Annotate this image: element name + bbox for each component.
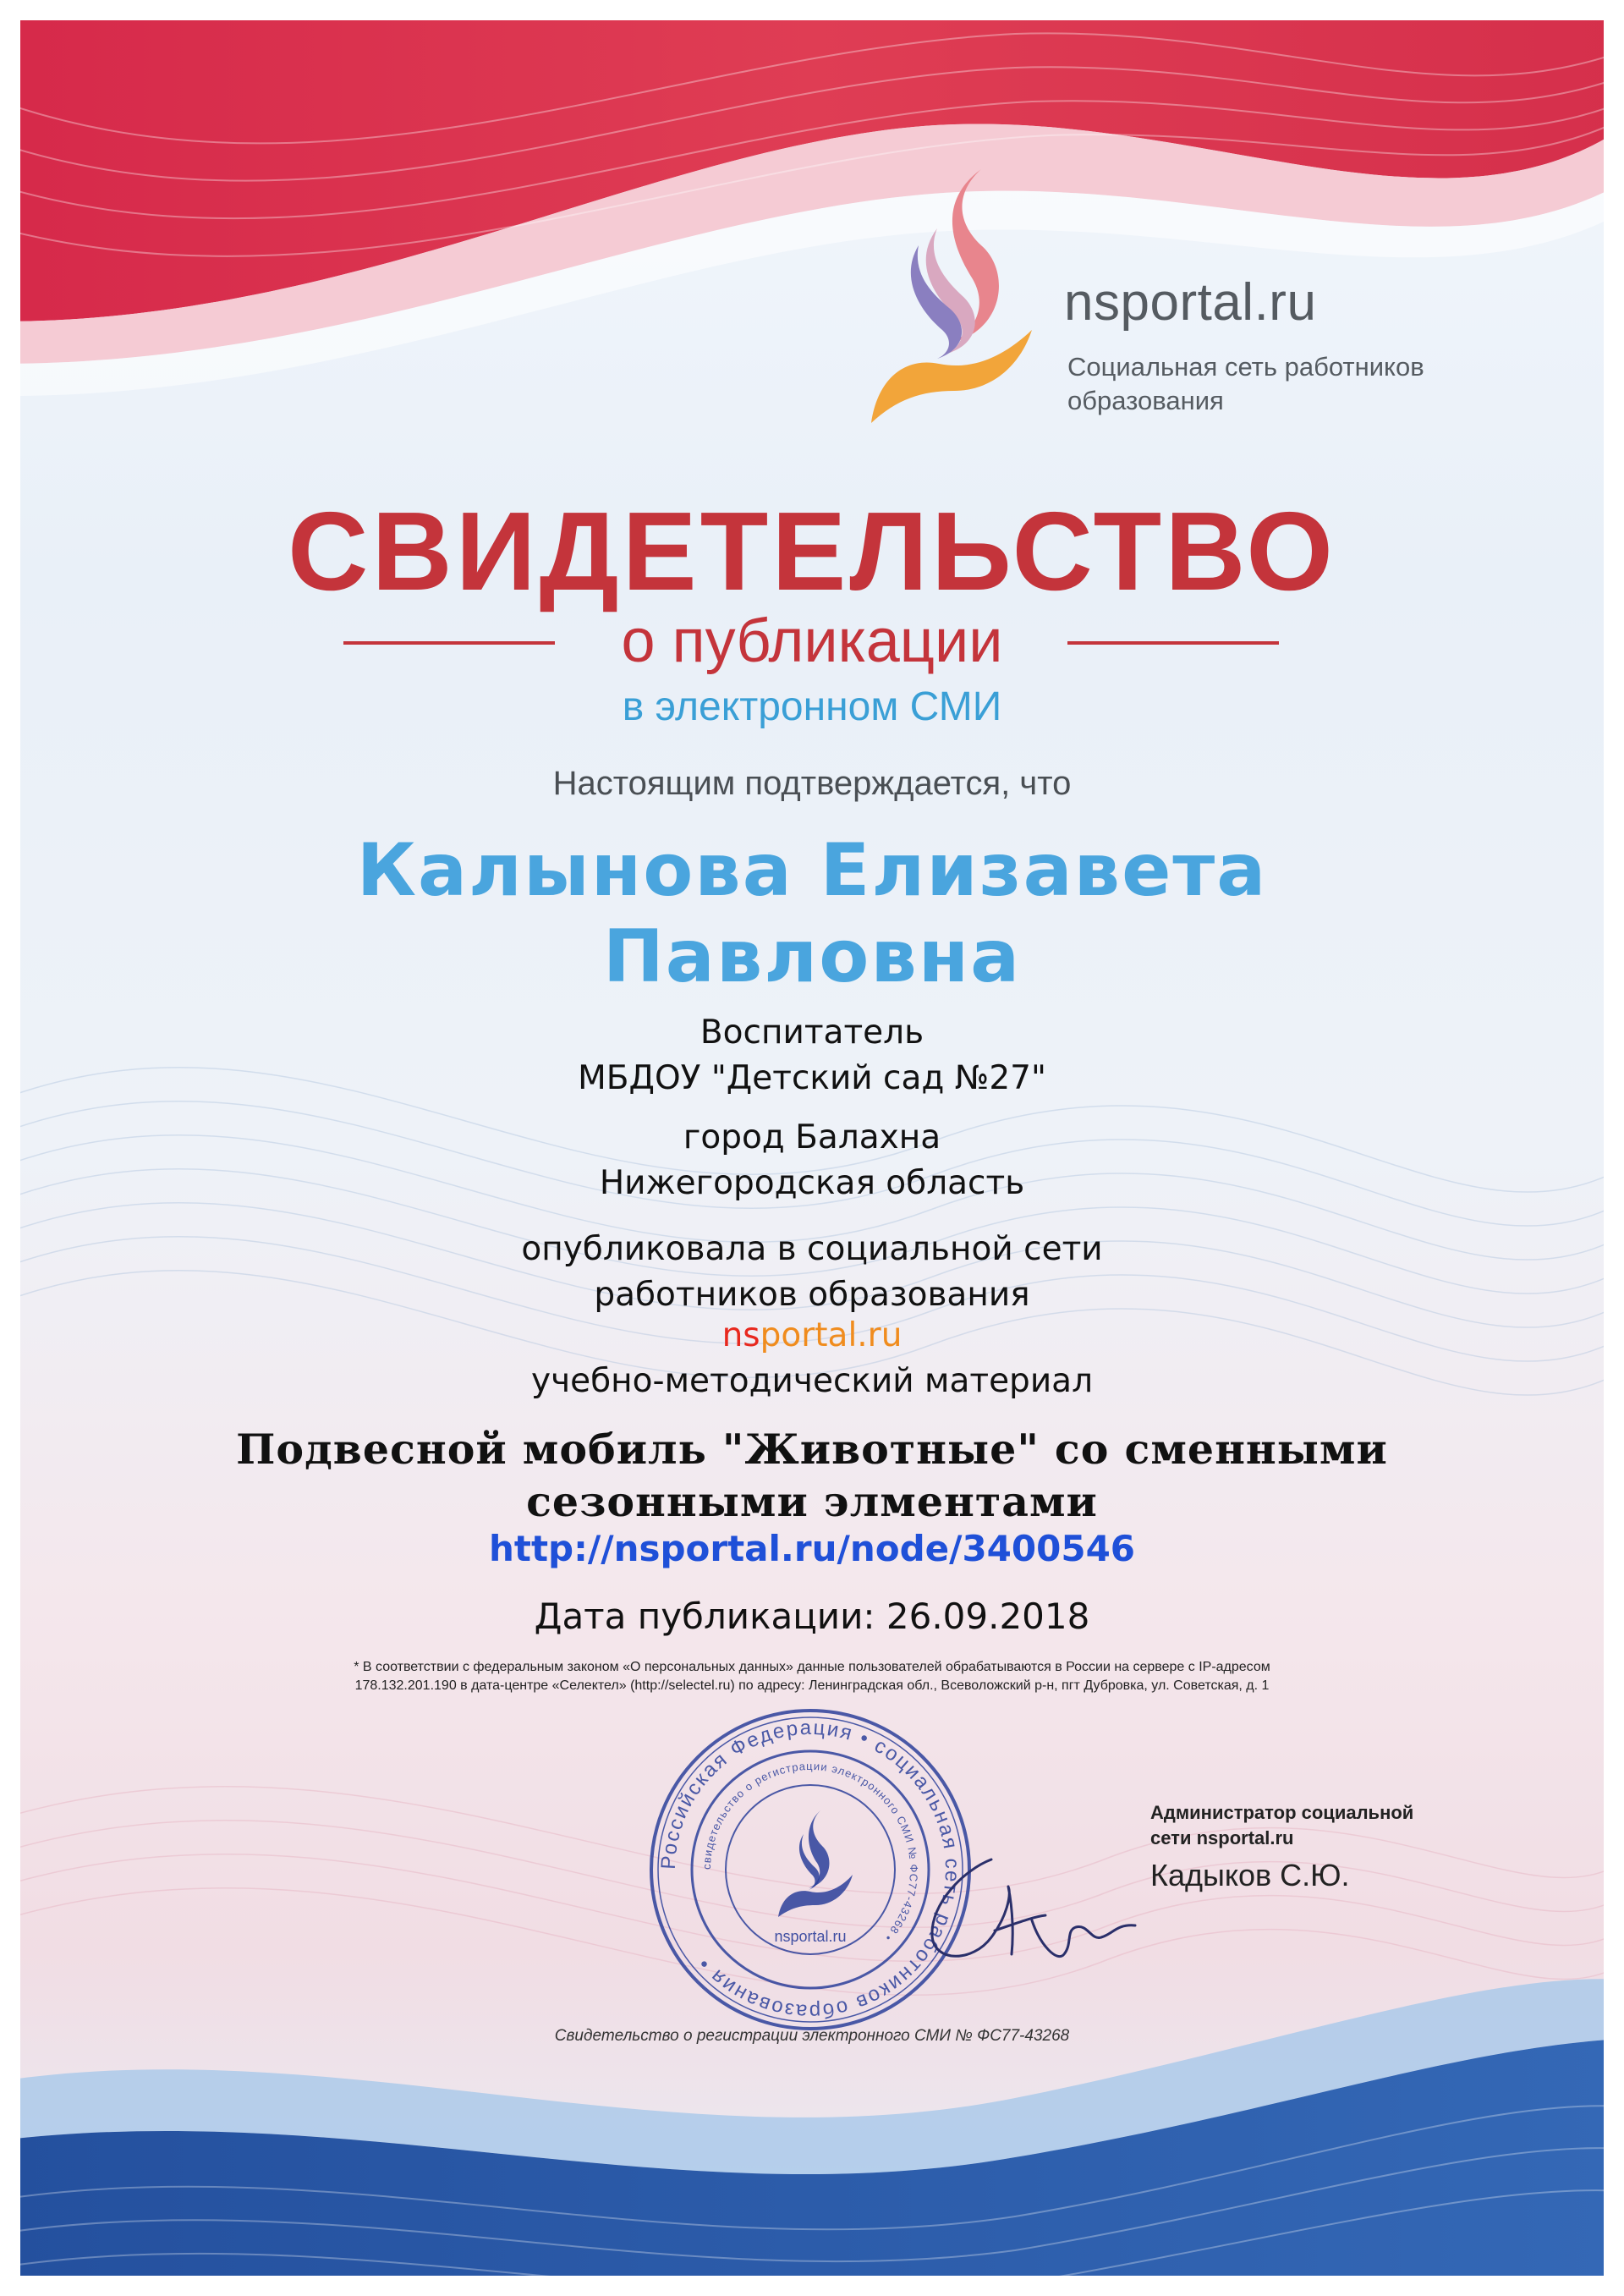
admin-title-line2: сети nsportal.ru	[1150, 1827, 1294, 1848]
person-city: город Балахна	[683, 1118, 941, 1156]
signature-image	[914, 1836, 1142, 1980]
registration-note: Свидетельство о регистрации электронного СМИ № ФС77-43268	[554, 2027, 1070, 2045]
material-title	[0, 1423, 1624, 1528]
person-organization: МБДОУ "Детский сад №27"	[578, 1059, 1046, 1097]
brand-tagline-line1: Социальная сеть работников	[1067, 352, 1424, 382]
admin-title-line1: Администратор социальной	[1150, 1802, 1414, 1823]
certificate-title: СВИДЕТЕЛЬСТВО	[288, 489, 1336, 613]
material-title-line1: Подвесной мобиль "Животные" со сменными	[236, 1425, 1388, 1474]
person-name	[0, 827, 1624, 1000]
person-name-line2: Павловна	[602, 915, 1022, 999]
site-name-rest: portal.ru	[760, 1316, 903, 1354]
footnote-line2: 178.132.201.190 в дата-центре «Селектел» (http://selectel.ru) по адресу: Ленинградская обл., Всеволожский р-н, пгт Дубровка, ул. Советская, д. 1	[354, 1678, 1270, 1693]
subtitle-rule-right	[1067, 641, 1279, 645]
person-name-line1: Калынова Елизавета	[356, 828, 1268, 913]
admin-title	[1150, 1800, 1506, 1851]
subtitle-rule-left	[343, 641, 555, 645]
brand-tagline-line2: образования	[1067, 386, 1224, 415]
admin-name: Кадыков С.Ю.	[1150, 1858, 1350, 1892]
subtitle-row	[0, 607, 1624, 675]
person-region: Нижегородская область	[599, 1164, 1025, 1202]
nsportal-logo-icon	[854, 169, 1049, 423]
published-text-line1: опубликовала в социальной сети	[521, 1230, 1103, 1268]
confirm-text: Настоящим подтверждается, что	[552, 765, 1072, 802]
brand-name: nsportal.ru	[1064, 273, 1317, 332]
material-link[interactable]: http://nsportal.ru/node/3400546	[488, 1528, 1136, 1569]
published-text-line2: работников образования	[594, 1276, 1030, 1314]
stamp-center-text: nsportal.ru	[774, 1928, 847, 1945]
material-type: учебно-методический материал	[531, 1362, 1093, 1400]
stamp-inner-text: свидетельство о регистрации электронного СМИ № ФС77-43268 •	[700, 1759, 921, 1945]
person-position: Воспитатель	[700, 1013, 924, 1052]
stamp-flame-icon	[778, 1810, 853, 1917]
site-name	[0, 1315, 1624, 1357]
site-name-ns: ns	[721, 1316, 760, 1354]
material-title-line2: сезонными элментами	[526, 1477, 1098, 1526]
svg-text:свидетельство о регистрации эл	[700, 1760, 920, 1944]
media-line: в электронном СМИ	[622, 684, 1002, 729]
publication-date: Дата публикации: 26.09.2018	[534, 1596, 1090, 1637]
certificate-subtitle: о публикации	[621, 607, 1003, 675]
brand-tagline	[1067, 350, 1457, 418]
footnote	[0, 1658, 1624, 1695]
footnote-line1: * В соответствии с федеральным законом «О персональных данных» данные пользователей обрабатываются в России на сервере с IP-адресом	[354, 1660, 1270, 1674]
stamp-outer-text: Российская Федерация • социальная сеть работников образования •	[656, 1716, 964, 2024]
